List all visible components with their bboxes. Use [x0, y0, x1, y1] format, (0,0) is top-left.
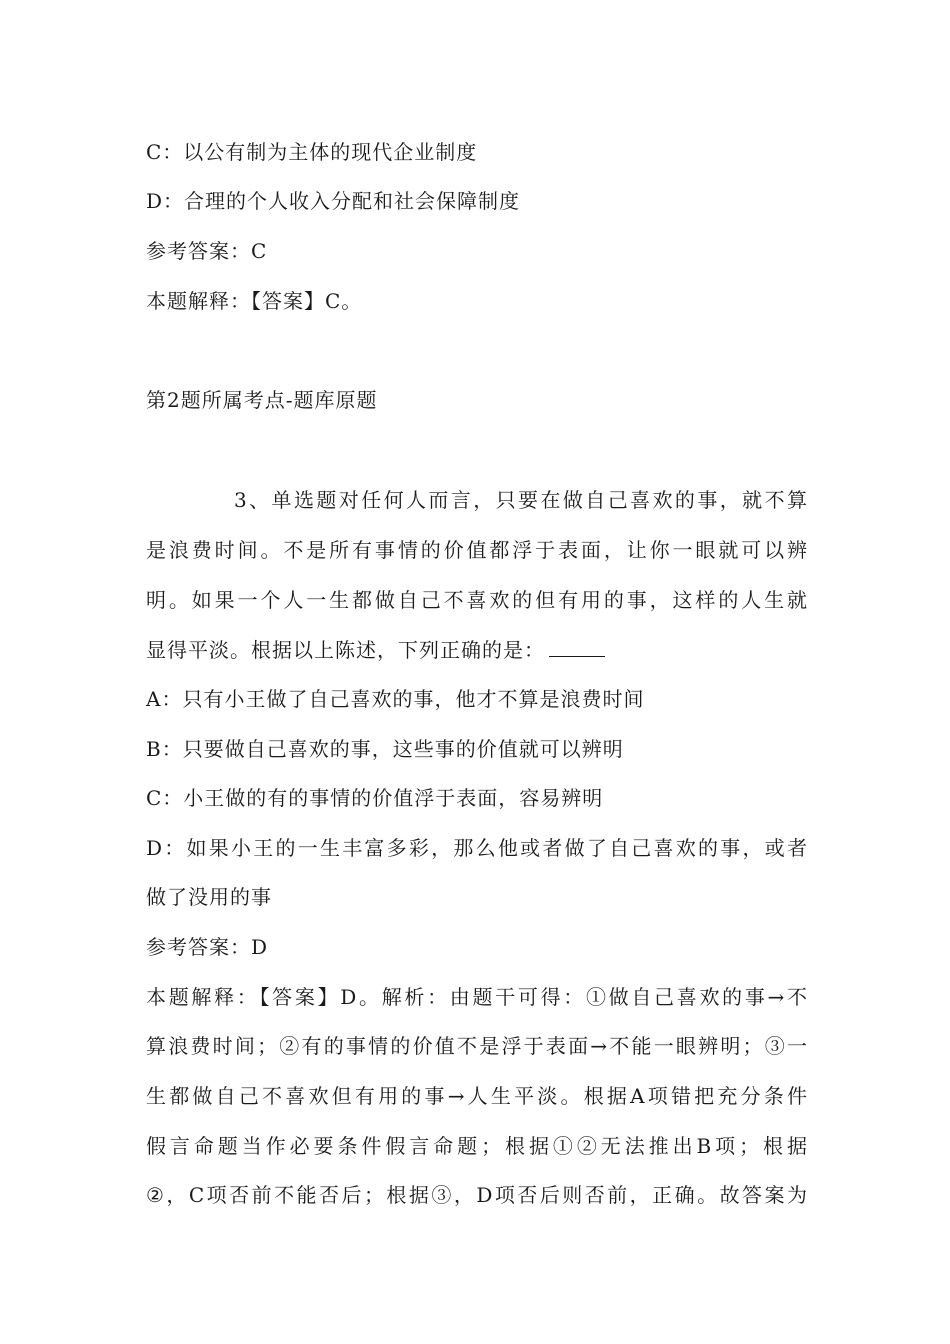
q2-topic: 第2题所属考点-题库原题 — [146, 388, 378, 412]
q3-explanation-line-5: ②，C项否前不能否后；根据③，D项否后则否前，正确。故答案为 — [146, 1183, 808, 1207]
q3-option-c: C：小王做的有的事情的价值浮于表面，容易辨明 — [146, 786, 604, 810]
q3-option-d-line-2: 做了没用的事 — [146, 885, 272, 909]
q3-option-d-line-1: D：如果小王的一生丰富多彩，那么他或者做了自己喜欢的事，或者 — [146, 836, 808, 860]
q3-stem-line-2: 是浪费时间。不是所有事情的价值都浮于表面，让你一眼就可以辨 — [146, 538, 808, 562]
q3-stem-line-1: 3、单选题对任何人而言，只要在做自己喜欢的事，就不算 — [234, 488, 808, 512]
q1-explanation: 本题解释：【答案】C。 — [146, 289, 363, 313]
q3-explanation-line-2: 算浪费时间；②有的事情的价值不是浮于表面→不能一眼辨明；③一 — [146, 1034, 808, 1058]
q1-answer: 参考答案：C — [146, 239, 268, 263]
q3-option-b: B：只要做自己喜欢的事，这些事的价值就可以辨明 — [146, 737, 624, 761]
q3-option-a: A：只有小王做了自己喜欢的事，他才不算是浪费时间 — [146, 687, 645, 711]
q3-answer: 参考答案：D — [146, 935, 269, 959]
q3-explanation-line-1: 本题解释：【答案】D。解析：由题干可得：①做自己喜欢的事→不 — [146, 985, 808, 1009]
q3-stem-line-4-text: 显得平淡。根据以上陈述，下列正确的是： — [146, 638, 545, 662]
q1-option-d: D：合理的个人收入分配和社会保障制度 — [146, 189, 521, 213]
q1-option-c: C：以公有制为主体的现代企业制度 — [146, 140, 478, 164]
q3-stem-line-4 — [146, 636, 808, 664]
q3-explanation-line-4: 假言命题当作必要条件假言命题；根据①②无法推出B项；根据 — [146, 1134, 808, 1158]
q3-explanation-line-3: 生都做自己不喜欢但有用的事→人生平淡。根据A项错把充分条件 — [146, 1084, 808, 1108]
answer-blank — [549, 636, 605, 657]
q3-stem-line-3: 明。如果一个人一生都做自己不喜欢的但有用的事，这样的人生就 — [146, 588, 808, 612]
